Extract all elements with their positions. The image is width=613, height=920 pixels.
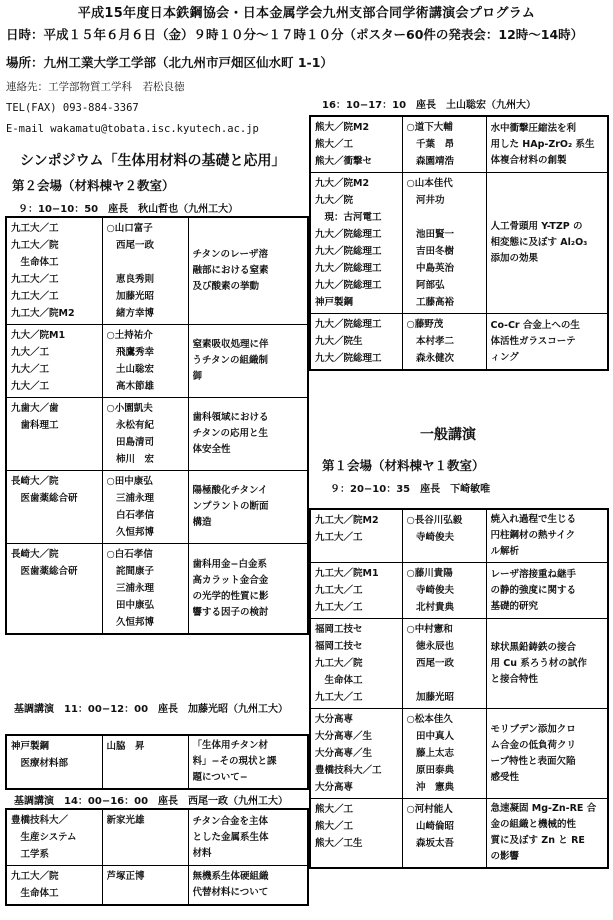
affiliation-cell: [6, 471, 102, 544]
lecture-title-cell: [486, 173, 608, 314]
authors-cell-line: 河井功: [406, 195, 445, 206]
authors-cell-line: 高木節雄: [106, 381, 155, 392]
affiliation-cell-line: 九大／院総理工: [315, 263, 382, 274]
contact-person: 連絡先：工学部物質工学科 若松良徳: [6, 81, 185, 93]
authors-cell-line: 原田泰典: [406, 765, 455, 776]
lecture-title-cell-line: 窒素吸収処理に伴: [192, 339, 269, 350]
authors-cell-line: ○山口富子: [106, 223, 153, 234]
affiliation-cell-line: 医歯薬総合研: [11, 493, 78, 504]
authors-cell-line: 西尾一政: [106, 240, 155, 251]
lecture-title-cell-line: 用 Cu 系ろう材の試作: [490, 657, 587, 669]
lecture-title-cell-line: 高カラット金合金: [192, 574, 269, 586]
affiliation-cell-line: 九工大／院M1: [315, 568, 379, 579]
authors-cell-line: 吉田冬樹: [406, 246, 455, 257]
authors-cell: [402, 563, 486, 619]
authors-cell: [102, 471, 188, 544]
general-row: [310, 709, 608, 799]
authors-cell-line: 田中康弘: [106, 600, 155, 611]
affiliation-cell-line: 生産システム: [11, 832, 77, 843]
authors-cell-line: 久恒邦博: [106, 617, 155, 628]
symposium-venue: 第２会場（材料棟ヤ２教室）: [12, 178, 175, 193]
authors-cell-line: 詫間康子: [106, 566, 155, 577]
authors-cell: [402, 619, 486, 709]
symposium-row: [6, 471, 308, 544]
affiliation-cell-line: 生命体工: [315, 675, 363, 686]
authors-cell-line: 西尾一政: [406, 658, 455, 669]
affiliation-cell-line: 九工大／工: [11, 291, 59, 302]
affiliation-cell-line: 大分高専: [315, 714, 354, 725]
lecture-title-cell-line: 融部における窒素: [192, 265, 269, 276]
lecture-title-cell-line: ィング: [490, 351, 519, 363]
authors-cell-line: 中島英治: [406, 263, 455, 274]
affiliation-cell: [310, 799, 402, 869]
affiliation-cell-line: 豊橋技科大／: [11, 815, 69, 826]
authors-cell-line: 森永健次: [406, 353, 455, 364]
affiliation-cell-line: 九工大／工: [315, 692, 363, 703]
affiliation-cell-line: 熊大／工: [315, 821, 354, 832]
lecture-title-cell-line: チタンのレーザ溶: [192, 249, 269, 260]
affiliation-cell-line: 歯科理工: [11, 420, 59, 431]
authors-cell: [402, 314, 486, 371]
affiliation-cell-line: 九工大／院M2: [11, 308, 75, 319]
affiliation-cell-line: 長崎大／院: [11, 549, 59, 560]
general-session-chair: ９：20−10：35 座長 下崎敏唯: [330, 484, 491, 495]
lecture-title-cell: [188, 325, 308, 398]
authors-cell-line: ○長谷川弘毅: [406, 515, 463, 526]
authors-cell-line: [107, 254, 184, 271]
lecture-title-cell-line: 急速凝固 Mg-Zn-RE 合: [490, 803, 597, 814]
lecture-title-cell-line: 質に及ぼす Zn と RE: [490, 835, 585, 846]
symposium-title: シンポジウム「生体用材料の基礎と応用」: [20, 153, 286, 169]
authors-cell: [402, 709, 486, 799]
affiliation-cell-line: 九大／院生: [315, 336, 363, 347]
general-table: [309, 508, 609, 869]
lecture-title-cell-line: ンプラントの断面: [192, 501, 269, 512]
affiliation-cell-line: 熊大／衝撃セ: [315, 156, 373, 167]
lecture-title-cell-line: 体活性ガラスコーテ: [490, 335, 576, 347]
affiliation-cell: [6, 398, 102, 471]
lecture-title-cell: [486, 116, 608, 173]
lecture-title-cell-line: 材料: [192, 847, 212, 859]
authors-cell-line: 徳永辰也: [406, 641, 455, 652]
authors-cell-line: 工藤高裕: [406, 297, 455, 308]
authors-cell-line: 三浦永理: [106, 493, 155, 504]
authors-cell-line: 三浦永理: [106, 583, 155, 594]
keynote2-table: [5, 808, 309, 906]
authors-cell-line: 恵良秀則: [106, 274, 155, 285]
affiliation-cell-line: 大分高専／生: [315, 731, 373, 742]
affiliation-cell-line: 熊大／工: [315, 804, 354, 815]
lecture-title-cell-line: 体安全性: [192, 444, 231, 455]
affiliation-cell-line: 九大／院総理工: [315, 229, 382, 240]
lecture-title-cell-line: 金の組織と機械的性: [490, 819, 577, 830]
lecture-title-cell-line: 基礎的研究: [490, 600, 539, 612]
affiliation-cell-line: 九大／院M2: [315, 178, 370, 189]
affiliation-cell: [310, 509, 402, 563]
affiliation-cell: [310, 314, 402, 371]
authors-cell-line: 白石孝信: [106, 510, 155, 521]
affiliation-cell-line: 九大／院M1: [11, 330, 66, 341]
affiliation-cell-line: 九大／工: [11, 347, 50, 358]
lecture-title-cell: [486, 799, 608, 869]
authors-cell-line: 飛鷹秀幸: [106, 347, 155, 358]
authors-cell: [102, 398, 188, 471]
affiliation-cell-line: 九大／工: [11, 364, 50, 375]
affiliation-cell-line: 長崎大／院: [11, 476, 59, 487]
lecture-title-cell-line: チタンの応用と生: [192, 428, 269, 439]
affiliation-cell-line: 九工大／工: [11, 223, 59, 234]
affiliation-cell: [310, 116, 402, 173]
affiliation-cell-line: 大分高専: [315, 782, 354, 793]
authors-cell-line: 山脇 昇: [106, 741, 145, 752]
affiliation-cell-line: 神戸製鋼: [11, 741, 50, 752]
lecture-title-cell-line: モリブデン添加クロ: [490, 723, 576, 735]
lecture-title-cell-line: 球状黒鉛鋳鉄の接合: [490, 641, 577, 653]
authors-cell-line: 加藤光昭: [106, 291, 155, 302]
affiliation-cell: [6, 809, 102, 866]
authors-cell: [402, 116, 486, 173]
affiliation-cell-line: 九大／院総理工: [315, 246, 382, 257]
affiliation-cell-line: 医歯薬総合研: [11, 566, 78, 577]
authors-cell-line: 加藤光昭: [406, 692, 455, 703]
lecture-title-cell: [486, 709, 608, 799]
lecture-title-cell-line: 陽極酸化チタンイ: [192, 485, 268, 496]
authors-cell-line: 森坂太吾: [406, 838, 455, 849]
authors-cell: [102, 735, 188, 789]
authors-cell-line: ○土持祐介: [106, 330, 153, 341]
lecture-title-cell-line: 無機系生体硬組織: [192, 871, 269, 882]
affiliation-cell-line: 福岡工技セ: [315, 624, 363, 635]
keynote2-row: [6, 809, 308, 866]
lecture-title-cell-line: と接合特性: [490, 673, 539, 685]
lecture-title-cell-line: 歯科用金−白金系: [192, 558, 267, 570]
keynote1-table: [5, 734, 309, 790]
symposium-row: [6, 398, 308, 471]
lecture-title-cell: [188, 866, 308, 906]
authors-cell-line: 千葉 昂: [406, 139, 455, 150]
affiliation-cell-line: 生命体工: [11, 888, 59, 899]
affiliation-cell: [310, 619, 402, 709]
authors-cell-line: ○松本佳久: [406, 714, 453, 725]
authors-cell: [402, 799, 486, 869]
affiliation-cell-line: 熊大／工生: [315, 838, 363, 849]
affiliation-cell: [6, 544, 102, 635]
authors-cell-line: [407, 209, 482, 226]
authors-cell-line: 土山聡宏: [106, 364, 155, 375]
affiliation-cell-line: 九大／院総理工: [315, 319, 382, 330]
authors-cell: [102, 217, 188, 325]
right-session-row: [310, 116, 608, 173]
affiliation-cell: [310, 173, 402, 314]
authors-cell-line: 藤上太志: [406, 748, 455, 759]
authors-cell-line: 沖 憲典: [406, 782, 455, 793]
affiliation-cell-line: 九歯大／歯: [11, 403, 59, 414]
affiliation-cell-line: 豊橋技科大／工: [315, 765, 382, 776]
lecture-title-cell: [486, 563, 608, 619]
affiliation-cell-line: 九大／工: [11, 381, 50, 392]
authors-cell-line: 永松有紀: [106, 420, 155, 431]
affiliation-cell-line: 九工大／院: [11, 240, 59, 251]
authors-cell: [102, 325, 188, 398]
symposium-row: [6, 325, 308, 398]
affiliation-cell-line: 九工大／院: [11, 871, 59, 882]
lecture-title-cell-line: 及び酸素の挙動: [192, 281, 260, 292]
lecture-title-cell-line: Co-Cr 合金上への生: [490, 319, 580, 331]
lecture-title-cell-line: 相変態に及ぼす Al₂O₃: [490, 237, 588, 248]
authors-cell: [102, 544, 188, 635]
lecture-title-cell-line: 「生体用チタン材: [192, 740, 269, 751]
authors-cell-line: 阿部弘: [406, 280, 445, 291]
authors-cell-line: [407, 672, 482, 689]
lecture-title-cell-line: の静的強度に関する: [490, 584, 577, 596]
symposium-session-chair: ９：10−10：50 座長 秋山哲也（九州工大）: [18, 204, 239, 215]
right-session-chair: 16：10−17：10 座長 土山聡宏（九州大）: [322, 100, 537, 111]
affiliation-cell-line: 熊大／院M2: [315, 122, 370, 133]
lecture-title-cell-line: 御: [192, 371, 203, 382]
lecture-title-cell-line: 添加の効果: [490, 253, 539, 264]
authors-cell-line: 寺崎俊夫: [406, 532, 455, 543]
authors-cell-line: 久恒邦博: [106, 527, 155, 538]
symposium-table: [5, 216, 309, 635]
lecture-title-cell-line: ル解析: [490, 546, 520, 557]
authors-cell-line: 北村貴典: [406, 602, 455, 613]
affiliation-cell-line: 工学系: [11, 849, 50, 860]
lecture-title-cell-line: うチタンの組織制: [192, 355, 269, 366]
lecture-title-cell: [486, 619, 608, 709]
general-row: [310, 619, 608, 709]
right-session-table: [309, 115, 609, 371]
page-title: 平成15年度日本鉄鋼協会・日本金属学会九州支部合同学術講演会プログラム: [77, 6, 536, 21]
affiliation-cell: [310, 709, 402, 799]
lecture-title-cell-line: とした金属系生体: [192, 831, 269, 843]
affiliation-cell-line: 現：古河電工: [315, 212, 382, 223]
keynote2-row: [6, 866, 308, 906]
authors-cell-line: ○白石孝信: [106, 549, 153, 560]
lecture-title-cell-line: 人工骨頭用 Y-TZP の: [490, 221, 583, 232]
general-row: [310, 799, 608, 869]
lecture-title-cell: [188, 398, 308, 471]
lecture-title-cell-line: 題について−: [192, 772, 248, 783]
authors-cell-line: 池田賢一: [406, 229, 455, 240]
authors-cell-line: ○田中康弘: [106, 476, 153, 487]
lecture-title-cell-line: 円柱鋼材の熱サイク: [490, 530, 576, 541]
lecture-title-cell-line: 体複合材料の創製: [490, 154, 567, 166]
authors-cell-line: 芦塚正博: [106, 871, 145, 882]
affiliation-cell: [6, 866, 102, 906]
affiliation-cell-line: 福岡工技セ: [315, 641, 363, 652]
general-row: [310, 509, 608, 563]
lecture-title-cell: [188, 735, 308, 789]
affiliation-cell-line: 生命体工: [11, 257, 59, 268]
authors-cell-line: 山崎倫昭: [406, 821, 455, 832]
lecture-title-cell-line: の影響: [490, 851, 520, 862]
symposium-row: [6, 217, 308, 325]
general-venue: 第１会場（材料棟ヤ１教室）: [322, 458, 485, 473]
lecture-title-cell-line: チタン合金を主体: [192, 815, 269, 827]
lecture-title-cell: [486, 509, 608, 563]
authors-cell: [102, 866, 188, 906]
authors-cell-line: 柿川 宏: [106, 454, 155, 465]
contact-email: E-mail wakamatu@tobata.isc.kyutech.ac.jp: [6, 123, 259, 135]
authors-cell-line: ○小園凱夫: [106, 403, 153, 414]
authors-cell-line: ○山本佳代: [406, 178, 453, 189]
lecture-title-cell-line: 料」−その現状と課: [192, 756, 277, 767]
lecture-title-cell-line: 焼入れ過程で生じる: [490, 514, 577, 525]
authors-cell-line: 緒方幸博: [106, 308, 155, 319]
event-datetime: 日時：平成１５年６月６日（金）９時１０分〜１７時１０分（ポスター60件の発表会：12時〜14時）: [6, 27, 584, 42]
affiliation-cell: [6, 735, 102, 789]
affiliation-cell: [6, 325, 102, 398]
affiliation-cell-line: 神戸製鋼: [315, 297, 354, 308]
lecture-title-cell: [188, 809, 308, 866]
right-session-row: [310, 314, 608, 371]
affiliation-cell-line: 九大／院: [315, 195, 354, 206]
authors-cell-line: 森園靖浩: [406, 156, 455, 167]
lecture-title-cell-line: 代替材料について: [192, 887, 269, 898]
keynote2-header: 基調講演 14：00−16：00 座長 西尾一政（九州工大）: [14, 796, 289, 807]
lecture-title-cell-line: ム合金の低負荷クリ: [490, 739, 577, 751]
affiliation-cell-line: 九工大／院: [315, 658, 363, 669]
right-session-row: [310, 173, 608, 314]
lecture-title-cell-line: 感受性: [490, 771, 520, 783]
lecture-title-cell-line: 用した HAp-ZrO₂ 系生: [490, 138, 595, 150]
event-place: 場所：九州工業大学工学部（北九州市戸畑区仙水町 1-1）: [6, 55, 333, 70]
lecture-title-cell-line: 響する因子の検討: [192, 606, 269, 618]
lecture-title-cell: [188, 217, 308, 325]
lecture-title-cell-line: 歯科領域における: [192, 412, 269, 423]
lecture-title-cell-line: 構造: [192, 517, 212, 528]
general-row: [310, 563, 608, 619]
authors-cell: [402, 173, 486, 314]
authors-cell: [102, 809, 188, 866]
symposium-row: [6, 544, 308, 635]
lecture-title-cell: [188, 544, 308, 635]
lecture-title-cell-line: 水中衝撃圧縮法を利: [490, 122, 577, 134]
authors-cell-line: ○藤川貴陽: [406, 568, 453, 579]
authors-cell-line: 新家光雄: [106, 815, 145, 826]
authors-cell-line: 田中真人: [406, 731, 455, 742]
affiliation-cell-line: 九工大／工: [315, 532, 363, 543]
keynote1-header: 基調講演 11：00−12：00 座長 加藤光昭（九州工大）: [14, 704, 289, 715]
authors-cell-line: 本村孝二: [406, 336, 455, 347]
lecture-title-cell-line: レーザ溶接重ね継手: [490, 568, 577, 580]
affiliation-cell-line: 九工大／工: [315, 602, 363, 613]
authors-cell-line: ○道下大輔: [406, 122, 453, 133]
authors-cell: [402, 509, 486, 563]
affiliation-cell-line: 医療材料部: [11, 758, 69, 769]
lecture-title-cell: [486, 314, 608, 371]
authors-cell-line: 寺崎俊夫: [406, 585, 455, 596]
affiliation-cell-line: 熊大／工: [315, 139, 354, 150]
affiliation-cell-line: 九大／院総理工: [315, 280, 382, 291]
authors-cell-line: ○藤野茂: [406, 319, 444, 330]
affiliation-cell: [310, 563, 402, 619]
general-title: 一般講演: [420, 427, 476, 443]
affiliation-cell-line: 九工大／工: [11, 274, 59, 285]
lecture-title-cell-line: ープ特性と表面欠陥: [490, 755, 576, 767]
authors-cell-line: ○河村能人: [406, 804, 453, 815]
affiliation-cell: [6, 217, 102, 325]
affiliation-cell-line: 九工大／院M2: [315, 515, 379, 526]
affiliation-cell-line: 九工大／工: [315, 585, 363, 596]
authors-cell-line: ○中村憲和: [406, 624, 453, 635]
affiliation-cell-line: 大分高専／生: [315, 748, 373, 759]
lecture-title-cell: [188, 471, 308, 544]
keynote1-row: [6, 735, 308, 789]
authors-cell-line: 田島清司: [106, 437, 155, 448]
affiliation-cell-line: 九大／院総理工: [315, 353, 382, 364]
lecture-title-cell-line: の光学的性質に影: [192, 590, 269, 602]
contact-tel: TEL(FAX) 093-884-3367: [6, 102, 139, 114]
